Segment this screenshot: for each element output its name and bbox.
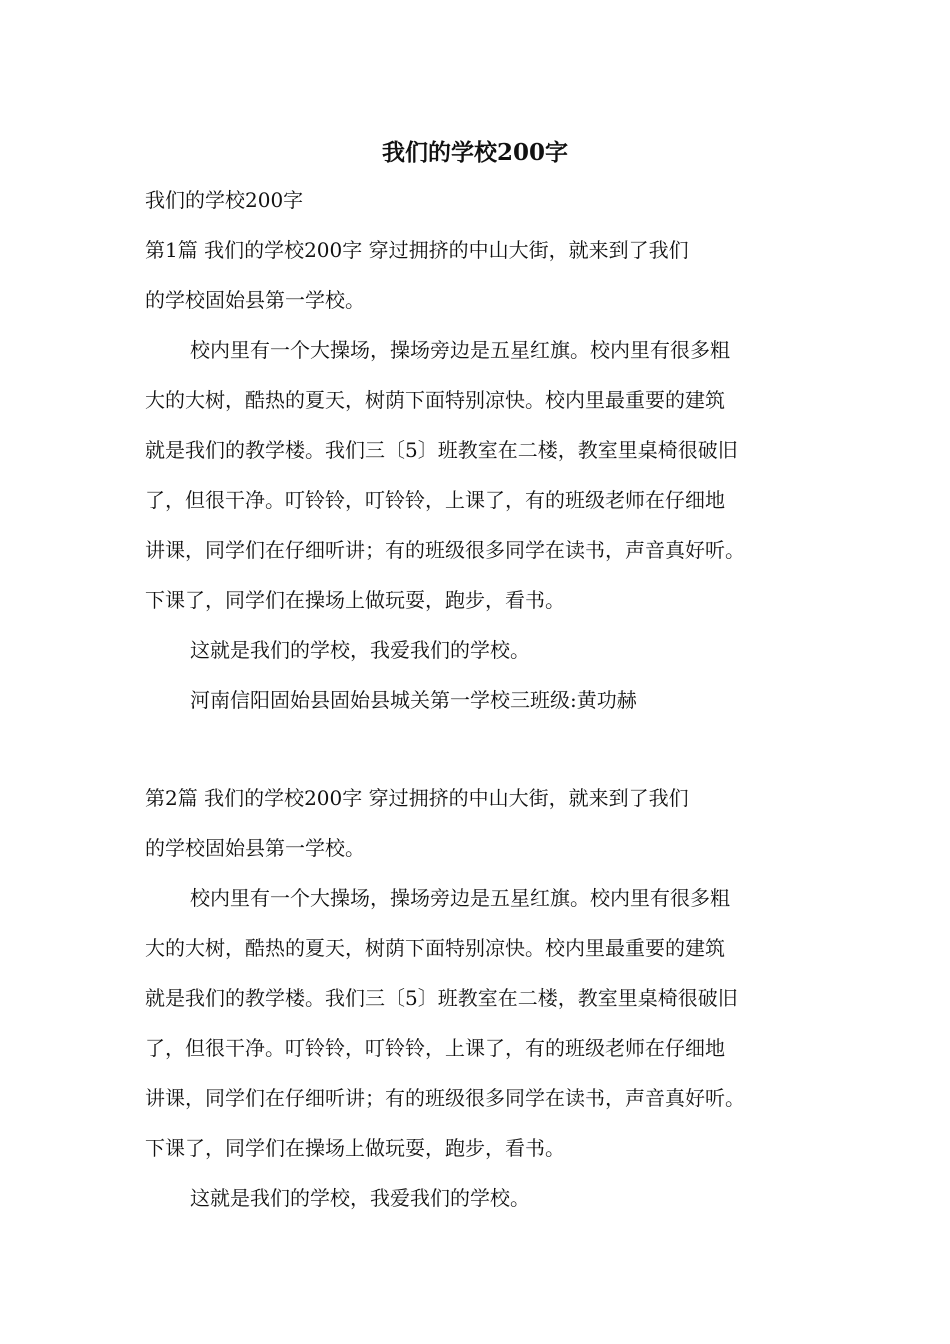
article-1-line: 这就是我们的学校，我爱我们的学校。 [190, 638, 530, 662]
article-1-line: 下课了，同学们在操场上做玩耍，跑步，看书。 [145, 588, 565, 612]
article-2-line: 讲课，同学们在仔细听讲；有的班级很多同学在读书，声音真好听。 [145, 1086, 745, 1110]
article-1-line: 就是我们的教学楼。我们三〔5〕班教室在二楼，教室里桌椅很破旧 [145, 438, 738, 462]
article-1-heading-line: 第1篇 我们的学校200字 穿过拥挤的中山大街，就来到了我们 [145, 238, 689, 262]
article-1-line: 讲课，同学们在仔细听讲；有的班级很多同学在读书，声音真好听。 [145, 538, 745, 562]
article-2-line: 大的大树，酷热的夏天，树荫下面特别凉快。校内里最重要的建筑 [145, 936, 725, 960]
article-2-line: 校内里有一个大操场，操场旁边是五星红旗。校内里有很多粗 [190, 886, 730, 910]
article-2-line: 这就是我们的学校，我爱我们的学校。 [190, 1186, 530, 1210]
article-2-line: 的学校固始县第一学校。 [145, 836, 365, 860]
article-1 [145, 225, 825, 725]
document-subtitle [145, 175, 825, 225]
article-2-line: 下课了，同学们在操场上做玩耍，跑步，看书。 [145, 1136, 565, 1160]
article-1-line: 的学校固始县第一学校。 [145, 288, 365, 312]
article-1-line: 了，但很干净。叮铃铃，叮铃铃，上课了，有的班级老师在仔细地 [145, 488, 725, 512]
article-2-line: 就是我们的教学楼。我们三〔5〕班教室在二楼，教室里桌椅很破旧 [145, 986, 738, 1010]
article-2 [145, 773, 825, 1223]
article-1-line: 大的大树，酷热的夏天，树荫下面特别凉快。校内里最重要的建筑 [145, 388, 725, 412]
article-2-line: 了，但很干净。叮铃铃，叮铃铃，上课了，有的班级老师在仔细地 [145, 1036, 725, 1060]
article-1-author-line: 河南信阳固始县固始县城关第一学校三班级:黄功赫 [190, 688, 637, 712]
subtitle-line: 我们的学校200字 [145, 188, 304, 212]
article-1-line: 校内里有一个大操场，操场旁边是五星红旗。校内里有很多粗 [190, 338, 730, 362]
page-title: 我们的学校200字 [381, 139, 568, 166]
article-2-heading-line: 第2篇 我们的学校200字 穿过拥挤的中山大街，就来到了我们 [145, 786, 689, 810]
